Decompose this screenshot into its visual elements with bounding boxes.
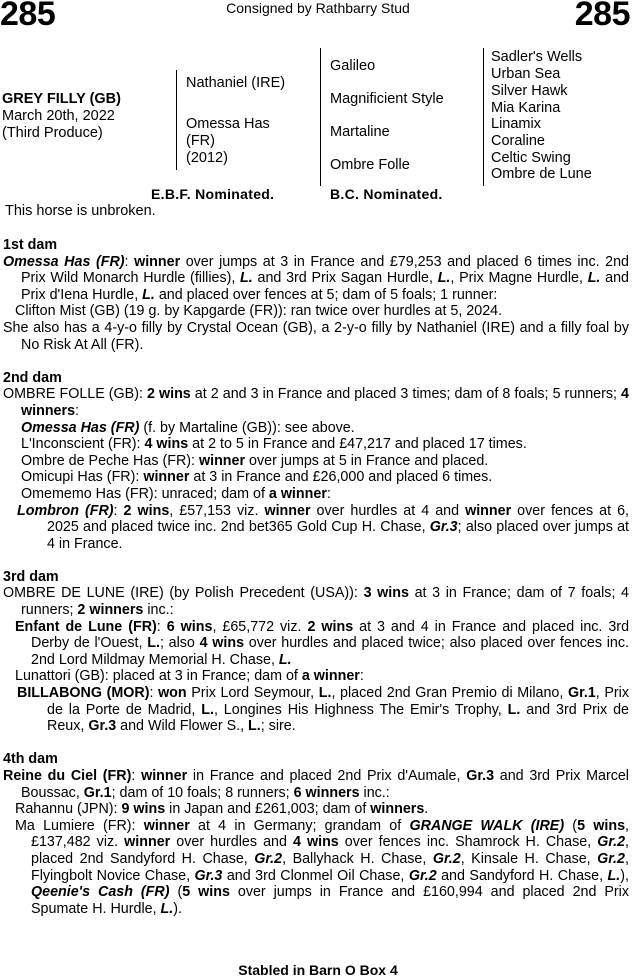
pedigree-divider-1 <box>176 70 177 170</box>
fourth-dam-heading: 4th dam <box>3 751 58 768</box>
second-dam-produce-5: Omememo Has (FR): unraced; dam of a winner: <box>21 485 331 502</box>
pedigree-sire-sire: Galileo <box>330 58 376 74</box>
pedigree-g2: Silver Hawk <box>491 83 568 99</box>
lot-number-right: 285 <box>574 0 630 33</box>
lot-number-left: 285 <box>0 0 56 33</box>
pedigree-dam-year: (2012) <box>186 150 228 166</box>
second-dam-produce-3: Ombre de Peche Has (FR): winner over jumps at 5 in France and placed. <box>21 452 489 469</box>
second-dam-produce-4: Omicupi Has (FR): winner at 3 in France and £26,000 and placed 6 times. <box>21 469 493 486</box>
second-dam-produce-1: Omessa Has (FR) (f. by Martaline (GB)): see above. <box>21 419 355 436</box>
first-dam-heading: 1st dam <box>3 237 58 253</box>
fourth-dam-entry: Reine du Ciel (FR): winner in France and placed 2nd Prix d'Aumale, Gr.3 and 3rd Prix Marcel Boussac, Gr.1; dam of 10 foals; 8 runners; 6 winners inc.: <box>3 768 629 801</box>
third-dam-produce-2: Lunattori (GB): placed at 3 in France; dam of a winner: <box>15 668 364 685</box>
first-dam-produce: Clifton Mist (GB) (19 g. by Kapgarde (FR)): ran twice over hurdles at 5, 2024. <box>15 303 503 320</box>
pedigree-sire: Nathaniel (IRE) <box>186 75 286 91</box>
stabling-info: Stabled in Barn O Box 4 <box>238 962 398 978</box>
pedigree-sire-dam: Magnificient Style <box>330 91 444 107</box>
first-dam-entry: Omessa Has (FR): winner over jumps at 3 in France and £79,253 and placed 6 times inc. 2nd Prix Wild Monarch Hurdle (fillies), L. and 3rd Prix Sagan Hurdle, L., Prix Magne Hurdle, L. and Prix d'Iena Hurdle, L. and placed over fences at 5; dam of 5 foals; 1 runner: <box>3 253 629 303</box>
pedigree-divider-2 <box>320 48 321 186</box>
pedigree-g6: Celtic Swing <box>491 150 571 166</box>
third-dam-heading: 3rd dam <box>3 568 59 585</box>
unbroken-note: This horse is unbroken. <box>5 203 156 219</box>
second-dam-heading: 2nd dam <box>3 369 62 386</box>
fourth-dam-produce-2: Ma Lumiere (FR): winner at 4 in Germany; grandam of GRANGE WALK (IRE) (5 wins, £137,482 viz. winner over hurdles and 4 wins over fences inc. Shamrock H. Chase, Gr.2, placed 2nd Sandyford H. Chase, Gr.2, Ballyhack H. Chase, Gr.2, Kinsale H. Chase, Gr.2, Flyingbolt Novice Chase, Gr.3 and 3rd Clonmel Oil Chase, Gr.2 and Sandyford H. Chase, L.), Qeenie's Cash (FR) (5 wins over jumps in France and £160,994 and placed 2nd Prix Spumate H. Hurdle, L.). <box>15 817 630 917</box>
ebf-nomination: E.B.F. Nominated. <box>151 186 275 202</box>
consignor: Consigned by Rathbarry Stud <box>226 0 410 16</box>
pedigree-g0: Sadler's Wells <box>491 49 583 65</box>
third-dam-produce-1: Enfant de Lune (FR): 6 wins, £65,772 viz. 2 wins at 3 and 4 in France and placed inc. 3rd Derby de l'Ouest, L.; also 4 wins over hurdles and placed twice; also placed over fences inc. 2nd Lord Mildmay Memorial H. Chase, L. <box>15 618 630 668</box>
pedigree-g1: Urban Sea <box>491 66 561 82</box>
pedigree-dam-dam: Ombre Folle <box>330 157 410 173</box>
pedigree-g4: Linamix <box>491 116 541 132</box>
pedigree-dam: Omessa Has <box>186 116 270 132</box>
second-dam-grandproduce: Lombron (FR): 2 wins, £57,153 viz. winner over hurdles at 4 and winner over fences at 6, 2025 and placed twice inc. 2nd bet365 Gold Cup H. Chase, Gr.3; also placed over jumps at 4 in France. <box>17 502 630 552</box>
pedigree-g5: Coraline <box>491 133 545 149</box>
first-dam-note: She also has a 4-y-o filly by Crystal Ocean (GB), a 2-y-o filly by Nathaniel (IRE) and a filly foal by No Risk At All (FR). <box>3 319 629 353</box>
horse-name: GREY FILLY (GB) <box>2 91 121 107</box>
produce-note: (Third Produce) <box>2 125 103 141</box>
third-dam-grandproduce: BILLABONG (MOR): won Prix Lord Seymour, L., placed 2nd Gran Premio di Milano, Gr.1, Prix de la Porte de Madrid, L., Longines His Highness The Emir's Trophy, L. and 3rd Prix de Reux, Gr.3 and Wild Flower S., L.; sire. <box>17 685 630 735</box>
catalogue-body <box>3 237 629 917</box>
third-dam-entry: OMBRE DE LUNE (IRE) (by Polish Precedent (USA)): 3 wins at 3 in France; dam of 7 foals; 4 runners; 2 winners inc.: <box>3 585 630 619</box>
second-dam-produce-2: L'Inconscient (FR): 4 wins at 2 to 5 in France and £47,217 and placed 17 times. <box>21 436 527 453</box>
pedigree-divider-3 <box>483 48 484 186</box>
foaling-date: March 20th, 2022 <box>2 108 115 124</box>
pedigree-g7: Ombre de Lune <box>491 166 592 182</box>
second-dam-entry: OMBRE FOLLE (GB): 2 wins at 2 and 3 in France and placed 3 times; dam of 8 foals; 5 runners; 4 winners: <box>3 386 629 419</box>
pedigree-dam-sire: Martaline <box>330 124 390 140</box>
bc-nomination: B.C. Nominated. <box>330 186 443 202</box>
pedigree-dam-country: (FR) <box>186 133 215 149</box>
fourth-dam-produce-1: Rahannu (JPN): 9 wins in Japan and £261,003; dam of winners. <box>15 801 429 818</box>
pedigree-g3: Mia Karina <box>491 100 561 116</box>
